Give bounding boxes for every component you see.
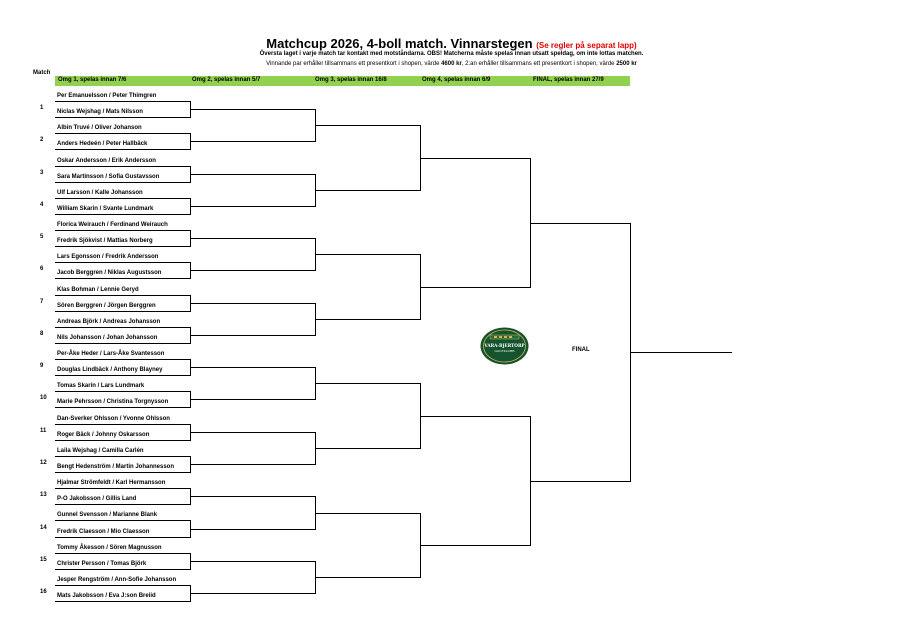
round2-slot-line	[190, 335, 315, 336]
prize-amount-2: 2500 kr	[616, 61, 637, 67]
prize-text-1: Vinnande par erhåller tillsammans ett presentkort i shopen, värde	[266, 61, 440, 67]
team-pair: Per-Åke Heder / Lars-Åke Svantesson	[57, 351, 165, 357]
team-pair: Sören Berggren / Jörgen Berggren	[57, 303, 156, 309]
team-pair: Bengt Hedenström / Martin Johannesson	[57, 464, 175, 470]
round2-slot-line	[190, 174, 315, 175]
round3-slot-line	[315, 190, 420, 191]
round-header-2: Omg 2, spelas innan 5/7	[192, 77, 261, 83]
round3-slot-line	[315, 513, 420, 514]
round2-slot-line	[190, 399, 315, 400]
round-header-final: FINAL, spelas innan 27/9	[533, 77, 604, 83]
match-number: 4	[40, 202, 44, 208]
pair-underline	[55, 327, 190, 328]
team-pair: Albin Truvé / Oliver Johanson	[57, 125, 142, 131]
round3-slot-line	[315, 125, 420, 126]
pair-underline	[55, 553, 190, 554]
team-pair: Tommy Åkesson / Sören Magnusson	[57, 545, 162, 551]
round4-slot-line	[420, 416, 530, 417]
pair-underline	[55, 407, 190, 408]
match-number: 2	[40, 137, 44, 143]
round3-slot-line	[315, 254, 420, 255]
team-pair: P-O Jakobsson / Gillis Land	[57, 496, 137, 502]
team-pair: Laila Wejshag / Camilla Carlén	[57, 448, 144, 454]
round-header-3: Omg 3, spelas innan 16/8	[315, 77, 387, 83]
pair-underline	[55, 343, 190, 344]
pair-underline	[55, 585, 190, 586]
match-number: 5	[40, 234, 44, 240]
pair-underline	[55, 246, 190, 247]
round2-slot-line	[190, 270, 315, 271]
match-number: 12	[40, 460, 47, 466]
match-number: 9	[40, 363, 44, 369]
final-label: FINAL	[572, 347, 590, 353]
team-pair: Florica Weirauch / Ferdinand Weirauch	[57, 222, 168, 228]
title-note: (Se regler på separat lapp)	[536, 41, 637, 50]
match-number: 11	[40, 428, 47, 434]
pair-underline	[55, 504, 190, 505]
round2-slot-line	[190, 432, 315, 433]
final-slot-line	[530, 481, 630, 482]
team-pair: Christer Persson / Tomas Björk	[57, 561, 147, 567]
match-number: 3	[40, 170, 44, 176]
winner-line	[630, 352, 732, 353]
prize-text	[0, 61, 903, 67]
pair-underline	[55, 278, 190, 279]
round2-slot-line	[190, 529, 315, 530]
pair-underline	[55, 359, 190, 360]
round2-slot-line	[190, 593, 315, 594]
team-pair: Mats Jakobsson / Eva J:son Breiid	[57, 593, 156, 599]
round2-slot-line	[190, 367, 315, 368]
pair-underline	[55, 166, 190, 167]
pair-underline	[55, 214, 190, 215]
match-column-header: Match	[33, 70, 51, 76]
round2-slot-line	[190, 303, 315, 304]
pair-underline	[55, 198, 190, 199]
team-pair: Anders Hedeén / Peter Hallbäck	[57, 141, 148, 147]
team-pair: Sara Martinsson / Sofia Gustavsson	[57, 174, 160, 180]
match-number: 14	[40, 525, 47, 531]
match-number: 13	[40, 492, 47, 498]
subtitle: Översta laget i varje match tar kontakt med motståndarna. OBS! Matcherna måste spelas innan utsatt speldag, om inte lottas matchen.	[259, 51, 644, 57]
round4-slot-line	[420, 545, 530, 546]
team-pair: Klas Bohman / Lennie Geryd	[57, 287, 139, 293]
round-header-1: Omg 1, spelas innan 7/6	[58, 77, 127, 83]
round2-slot-line	[190, 109, 315, 110]
team-pair: Dan-Sverker Ohlsson / Yvonne Ohlsson	[57, 416, 170, 422]
team-pair: Roger Bäck / Johnny Oskarsson	[57, 432, 150, 438]
prize-text-2: , 2:an erhåller tillsammans ett presentkort i shopen, värde	[461, 61, 615, 67]
pair-underline	[55, 133, 190, 134]
pair-underline	[55, 149, 190, 150]
pair-underline	[55, 537, 190, 538]
pair-underline	[55, 311, 190, 312]
pair-underline	[55, 295, 190, 296]
match-number: 16	[40, 589, 47, 595]
pair-underline	[55, 262, 190, 263]
pair-underline	[55, 520, 190, 521]
pair-underline	[55, 488, 190, 489]
round3-slot-line	[315, 383, 420, 384]
team-pair: Gunnel Svensson / Marianne Blank	[57, 512, 158, 518]
pair-underline	[55, 182, 190, 183]
team-pair: Jacob Berggren / Niklas Augustsson	[57, 270, 162, 276]
pair-underline	[55, 569, 190, 570]
pair-underline	[55, 440, 190, 441]
pair-underline	[55, 391, 190, 392]
team-pair: Douglas Lindbäck / Anthony Blayney	[57, 367, 163, 373]
logo-line1: VARA-BJERTORP	[484, 343, 525, 348]
pair-underline	[55, 375, 190, 376]
team-pair: Fredrik Claesson / Mio Claesson	[57, 529, 150, 535]
team-pair: William Skarin / Svante Lundmark	[57, 206, 154, 212]
round2-slot-line	[190, 496, 315, 497]
team-pair: Jesper Rengström / Ann-Sofie Johansson	[57, 577, 177, 583]
round2-slot-line	[190, 206, 315, 207]
round2-slot-line	[190, 464, 315, 465]
final-slot-line	[530, 223, 630, 224]
round3-slot-line	[315, 448, 420, 449]
match-number: 6	[40, 266, 44, 272]
round-header-4: Omg 4, spelas innan 6/9	[422, 77, 491, 83]
round2-slot-line	[190, 561, 315, 562]
team-pair: Hjalmar Strömfeldt / Karl Hermansson	[57, 480, 166, 486]
pair-underline	[55, 424, 190, 425]
pair-underline	[55, 101, 190, 102]
round2-slot-line	[190, 141, 315, 142]
club-logo-icon	[480, 327, 529, 365]
team-pair: Marie Pehrsson / Christina Torgnysson	[57, 399, 169, 405]
pair-underline	[55, 456, 190, 457]
logo-line2: GOLFKLUBB	[494, 349, 515, 353]
pair-underline	[55, 472, 190, 473]
match-number: 7	[40, 299, 44, 305]
round2-slot-line	[190, 238, 315, 239]
team-pair: Nils Johansson / Johan Johansson	[57, 335, 158, 341]
pair-underline	[55, 117, 190, 118]
title-text: Matchcup 2026, 4-boll match. Vinnarstegen	[266, 36, 533, 51]
pair-underline	[55, 601, 190, 602]
team-pair: Per Emanuelsson / Peter Thimgren	[57, 93, 157, 99]
team-pair: Niclas Wejshag / Mats Nilsson	[57, 109, 143, 115]
team-pair: Andreas Björk / Andreas Johansson	[57, 319, 161, 325]
round3-slot-line	[315, 319, 420, 320]
match-number: 15	[40, 557, 47, 563]
page-title	[0, 36, 903, 51]
team-pair: Lars Egonsson / Fredrik Andersson	[57, 254, 159, 260]
match-number: 1	[40, 105, 44, 111]
team-pair: Fredrik Sjökvist / Mattias Norberg	[57, 238, 153, 244]
team-pair: Oskar Andersson / Erik Andersson	[57, 158, 156, 164]
round4-slot-line	[420, 287, 530, 288]
pair-underline	[55, 230, 190, 231]
round4-slot-line	[420, 158, 530, 159]
prize-amount-1: 4600 kr	[441, 61, 462, 67]
round3-slot-line	[315, 577, 420, 578]
match-number: 10	[40, 395, 47, 401]
team-pair: Ulf Larsson / Kalle Johansson	[57, 190, 143, 196]
team-pair: Tomas Skarin / Lars Lundmark	[57, 383, 145, 389]
match-number: 8	[40, 331, 44, 337]
